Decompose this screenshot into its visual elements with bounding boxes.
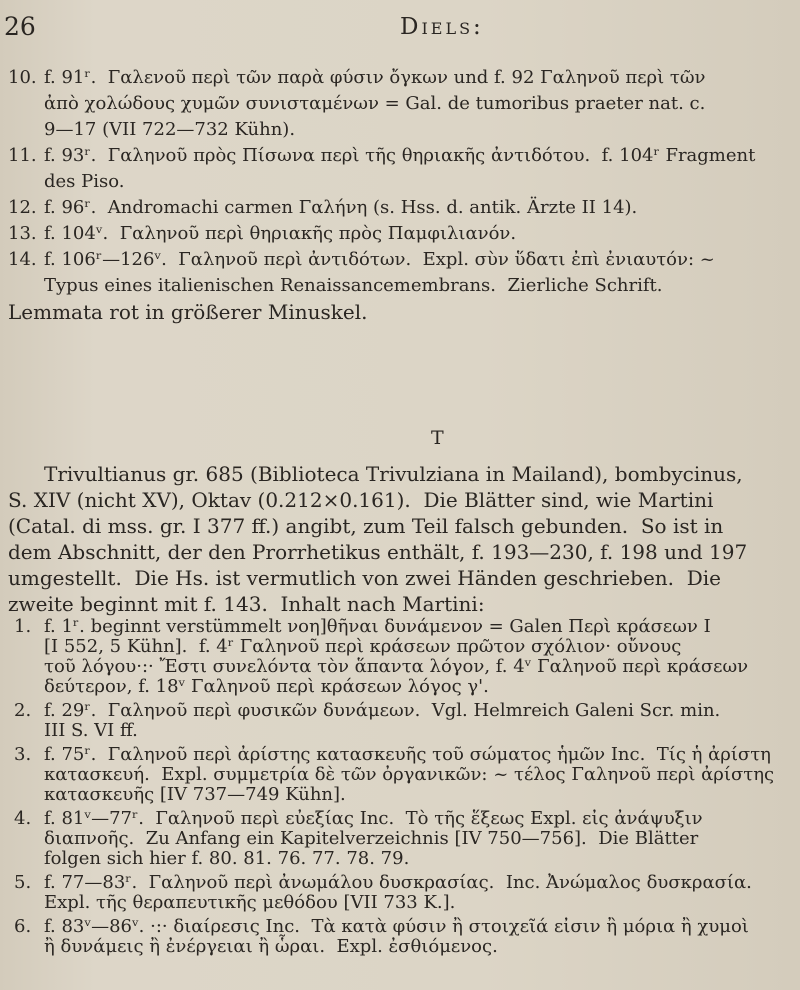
page-number: 26: [4, 12, 36, 41]
entry-line: ἀπὸ χολώδους χυμῶν συνισταμένων = Gal. de tumoribus praeter nat. c.: [44, 93, 706, 114]
entry-line: [I 552, 5 Kühn]. f. 4ʳ Γαληνοῦ περὶ κράσεων πρῶτον σχόλιον· οὔνους: [44, 636, 682, 657]
lemmata-note: Lemmata rot in größerer Minuskel.: [8, 300, 368, 324]
entry-line: f. 1ʳ. beginnt verstümmelt νοη]θῆναι δυνάμενον = Galen Περὶ κράσεων I: [44, 616, 711, 637]
entry-line: III S. VI ff.: [44, 720, 138, 741]
intro-line: zweite beginnt mit f. 143. Inhalt nach Martini:: [8, 592, 485, 616]
entry-label: 13.: [8, 223, 37, 244]
entry-label: 3.: [14, 744, 32, 765]
intro-line: S. XIV (nicht XV), Oktav (0.212×0.161). Die Blätter sind, wie Martini: [8, 488, 714, 512]
entry-line: κατασκευῆς [IV 737—749 Kühn].: [44, 784, 346, 805]
entry-line: ἢ δυνάμεις ἢ ἐνέργειαι ἢ ὧραι. Expl. ἐσθιόμενος.: [44, 936, 498, 957]
entry-label: 4.: [14, 808, 32, 829]
intro-line: dem Abschnitt, der den Prorrhetikus enthält, f. 193—230, f. 198 und 197: [8, 540, 748, 564]
entry-line: f. 29ʳ. Γαληνοῦ περὶ φυσικῶν δυνάμεων. Vgl. Helmreich Galeni Scr. min.: [44, 700, 721, 721]
intro-line: umgestellt. Die Hs. ist vermutlich von zwei Händen geschrieben. Die: [8, 566, 722, 590]
entry-line: f. 83ᵛ—86ᵛ. ·:· διαίρεσις Inc. Τὰ κατὰ φύσιν ἢ στοιχεῖά εἰσιν ἢ μόρια ἢ χυμοὶ: [44, 916, 749, 937]
entry-line: folgen sich hier f. 80. 81. 76. 77. 78. 79.: [44, 848, 410, 869]
entry-line: f. 96ʳ. Andromachi carmen Γαλήνη (s. Hss. d. antik. Ärzte II 14).: [44, 197, 638, 218]
entry-label: 1.: [14, 616, 32, 637]
entry-label: 6.: [14, 916, 32, 937]
entry-line: διαπνοῆς. Zu Anfang ein Kapitelverzeichnis [IV 750—756]. Die Blätter: [44, 828, 699, 849]
entry-label: 11.: [8, 145, 37, 166]
entry-label: 5.: [14, 872, 32, 893]
entry-line: 9—17 (VII 722—732 Kühn).: [44, 119, 296, 140]
entry-line: f. 93ʳ. Γαληνοῦ πρὸς Πίσωνα περὶ τῆς θηριακῆς ἀντιδότου. f. 104ʳ Fragment: [44, 145, 756, 166]
entry-line: f. 106ʳ—126ᵛ. Γαληνοῦ περὶ ἀντιδότων. Expl. σὺν ὕδατι ἐπὶ ἐνιαυτόν: ~: [44, 249, 715, 270]
entry-line: f. 104ᵛ. Γαληνοῦ περὶ θηριακῆς πρὸς Παμφιλιανόν.: [44, 223, 517, 244]
page-header: [0, 10, 800, 46]
intro-line: Trivultianus gr. 685 (Biblioteca Trivulziana in Mailand), bombycinus,: [44, 462, 743, 486]
running-head: Diels:: [400, 14, 484, 40]
entry-line: f. 81ᵛ—77ʳ. Γαληνοῦ περὶ εὐεξίας Inc. Τὸ τῆς ἕξεως Expl. εἰς ἀνάψυξιν: [44, 808, 703, 829]
entry-line: f. 77—83ʳ. Γαληνοῦ περὶ ἀνωμάλου δυσκρασίας. Inc. Ἀνώμαλος δυσκρασία.: [44, 872, 752, 893]
entry-line: Typus eines italienischen Renaissancemembrans. Zierliche Schrift.: [44, 275, 663, 296]
entry-label: 2.: [14, 700, 32, 721]
entry-label: 12.: [8, 197, 37, 218]
entry-line: f. 75ʳ. Γαληνοῦ περὶ ἀρίστης κατασκευῆς τοῦ σώματος ἡμῶν Inc. Τίς ἡ ἀρίστη: [44, 744, 771, 765]
entry-label: 10.: [8, 67, 37, 88]
entry-line: f. 91ʳ. Γαλενοῦ περὶ τῶν παρὰ φύσιν ὄγκων und f. 92 Γαληνοῦ περὶ τῶν: [44, 67, 706, 88]
entry-line: κατασκευή. Expl. συμμετρία δὲ τῶν ὀργανικῶν: ~ τέλος Γαληνοῦ περὶ ἀρίστης: [44, 764, 775, 785]
entry-line: δεύτερον, f. 18ᵛ Γαληνοῦ περὶ κράσεων λόγος γ'.: [44, 676, 489, 697]
entry-label: 14.: [8, 249, 37, 270]
intro-line: (Catal. di mss. gr. I 377 ff.) angibt, zum Teil falsch gebunden. So ist in: [8, 514, 724, 538]
entry-line: τοῦ λόγου·:· Ἔστι συνελόντα τὸν ἅπαντα λόγον, f. 4ᵛ Γαληνοῦ περὶ κράσεων: [44, 656, 749, 677]
section-letter: T: [431, 427, 444, 449]
entry-line: des Piso.: [44, 171, 125, 192]
entry-line: Expl. τῆς θεραπευτικῆς μεθόδου [VII 733 K.].: [44, 892, 456, 913]
